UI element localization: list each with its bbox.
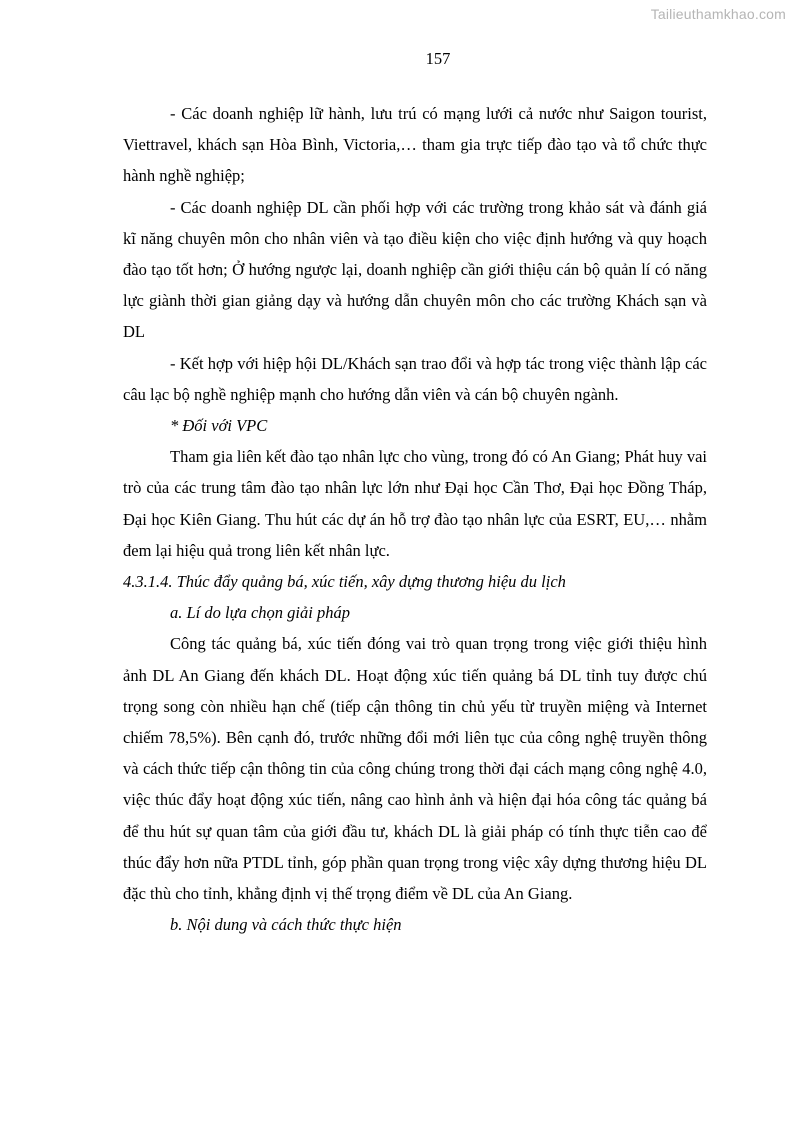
paragraph-promotion-reason: Công tác quảng bá, xúc tiến đóng vai trò quan trọng trong việc giới thiệu hình ảnh DL An Giang đến khách DL. Hoạt động xúc tiến quảng bá DL tỉnh tuy được chú trọng song còn nhiều hạn chế (tiếp cận thông tin chủ yếu từ truyền miệng và Internet chiếm 78,5%). Bên cạnh đó, trước những đổi mới liên tục của công nghệ truyền thông và cách thức tiếp cận thông tin của công chúng trong thời đại cách mạng công nghệ 4.0, việc thúc đẩy hoạt động xúc tiến, nâng cao hình ảnh và hiện đại hóa công tác quảng bá để thu hút sự quan tâm của giới đầu tư, khách DL là giải pháp có tính thực tiễn cao để thúc đẩy hơn nữa PTDL tỉnh, góp phần quan trọng trong việc xây dựng thương hiệu DL đặc thù cho tỉnh, khẳng định vị thế trọng điểm về DL của An Giang. <box>123 634 707 904</box>
section-heading-4-3-1-4: 4.3.1.4. Thúc đẩy quảng bá, xúc tiến, xây dựng thương hiệu du lịch <box>123 572 566 592</box>
subheading-reason: a. Lí do lựa chọn giải pháp <box>170 603 350 623</box>
watermark-text: Tailieuthamkhao.com <box>650 6 786 22</box>
subheading-vpc: * Đối với VPC <box>170 416 268 436</box>
paragraph-travel-businesses: - Các doanh nghiệp lữ hành, lưu trú có mạng lưới cả nước như Saigon tourist, Viettravel, khách sạn Hòa Bình, Victoria,… tham gia trực tiếp đào tạo và tổ chức thực hành nghề nghiệp; <box>123 104 707 186</box>
subheading-content-method: b. Nội dung và cách thức thực hiện <box>170 915 402 935</box>
paragraph-dl-businesses: - Các doanh nghiệp DL cần phối hợp với các trường trong khảo sát và đánh giá kĩ năng chuyên môn cho nhân viên và tạo điều kiện cho việc định hướng và quy hoạch đào tạo tốt hơn; Ở hướng ngược lại, doanh nghiệp cần giới thiệu cán bộ quản lí có năng lực giành thời gian giảng dạy và hướng dẫn chuyên môn cho các trường Khách sạn và DL <box>123 197 707 342</box>
paragraph-association-cooperation: - Kết hợp với hiệp hội DL/Khách sạn trao đổi và hợp tác trong việc thành lập các câu lạc bộ nghề nghiệp mạnh cho hướng dẫn viên và cán bộ chuyên ngành. <box>123 353 707 404</box>
paragraph-vpc-training: Tham gia liên kết đào tạo nhân lực cho vùng, trong đó có An Giang; Phát huy vai trò của các trung tâm đào tạo nhân lực lớn như Đại học Cần Thơ, Đại học Đồng Tháp, Đại học Kiên Giang. Thu hút các dự án hỗ trợ đào tạo nhân lực của ESRT, EU,… nhằm đem lại hiệu quả trong liên kết nhân lực. <box>123 447 707 560</box>
document-body <box>123 98 707 940</box>
page-number: 157 <box>425 49 451 68</box>
